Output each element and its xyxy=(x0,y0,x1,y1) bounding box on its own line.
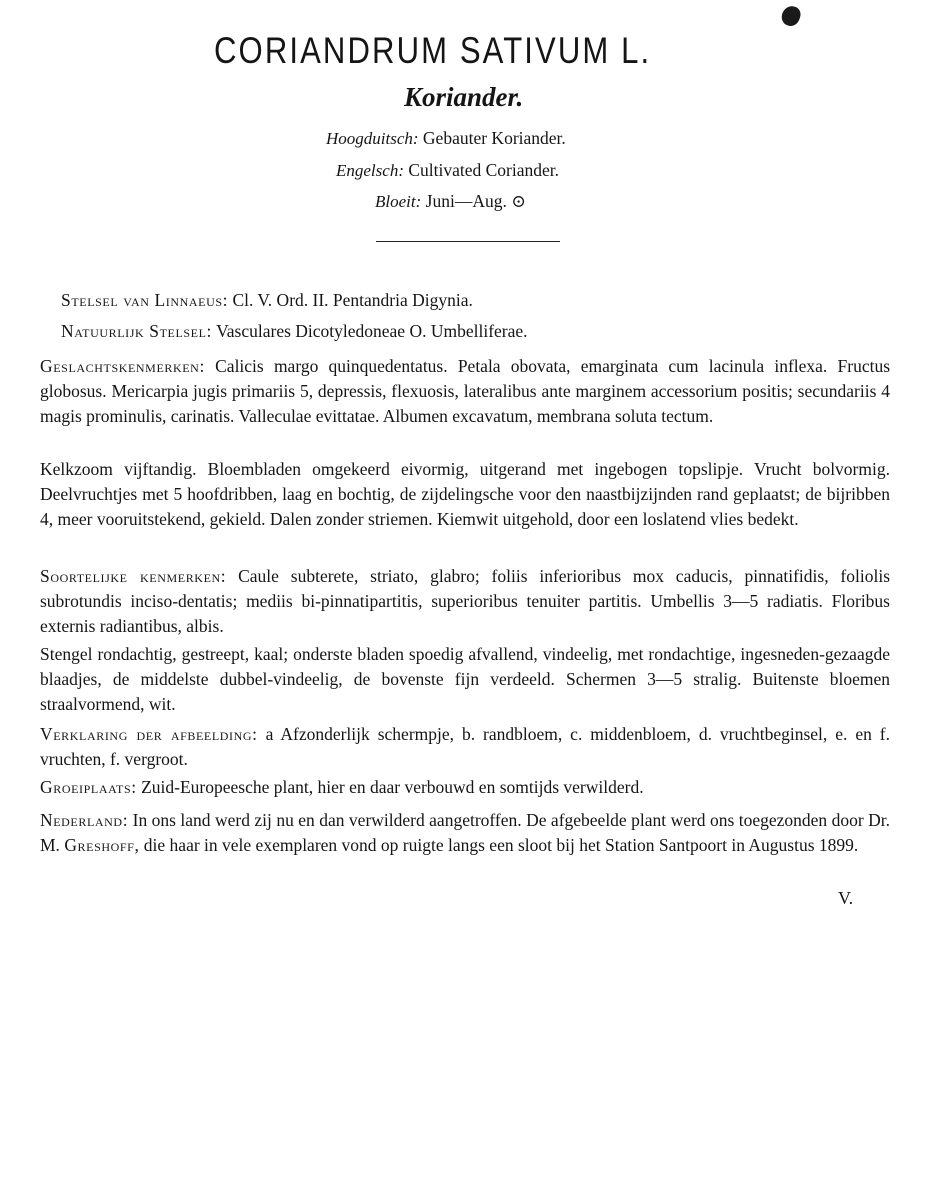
section-figure-explanation xyxy=(40,722,890,772)
section-netherlands-head: Nederland: xyxy=(40,810,129,830)
section-netherlands xyxy=(40,808,890,858)
section-genus-latin-text: Calicis margo quinquedentatus. Petala obovata, emarginata cum lacinula inflexa. Fructus globosus. Mericarpia jugis primariis 5, depressis, flexuosis, lateralibus ante marginem accessorium positis; secundariis 4 magis prominulis, carinatis. Valleculae evittatae. Albumen excavatum, membrana soluta tectum. xyxy=(40,356,891,426)
section-species-dutch xyxy=(40,642,890,717)
section-netherlands-text-before: In ons land werd zij nu en dan verwilderd aangetroffen. De afgebeelde plant werd ons toegezonden door Dr. M. xyxy=(40,810,891,855)
section-habitat xyxy=(40,775,890,800)
section-genus-dutch xyxy=(40,457,890,532)
common-name-english-label: Engelsch: xyxy=(336,161,404,180)
section-species-latin xyxy=(40,564,890,639)
section-species-latin-text: Caule subterete, striato, glabro; foliis inferioribus mox caducis, pinnatifidis, foliolis subrotundis inciso-dentatis; mediis bi-pinnatipartitis, superioribus tenuiter partitis. Umbellis 3—5 radiatis. Floribus externis radiantibus, albis. xyxy=(40,566,891,636)
page-subtitle: Koriander. xyxy=(404,82,524,112)
common-name-english-value: Cultivated Coriander. xyxy=(408,160,560,180)
flowering-period-value: Juni—Aug. ⊙ xyxy=(425,191,526,211)
section-genus-dutch-text: Kelkzoom vijftandig. Bloembladen omgekeerd eivormig, uitgerand met ingebogen topslipje. Vrucht bolvormig. Deelvruchtjes met 5 hoofdribben, laag en bochtig, de zijdelingsche voor den naastbijzijnden rand geplaatst; de bijribben 4, meer vooruitstekend, gekield. Dalen zonder striemen. Kiemwit uitgehold, door een loslatend vlies bedekt. xyxy=(40,459,890,529)
section-linnaeus xyxy=(40,288,890,313)
section-genus-latin xyxy=(40,354,890,429)
flowering-period-label: Bloeit: xyxy=(375,192,422,211)
flowering-period xyxy=(375,191,526,212)
common-name-german-label: Hoogduitsch: xyxy=(326,129,419,148)
section-habitat-head: Groeiplaats: xyxy=(40,777,137,797)
common-name-english xyxy=(336,160,559,181)
section-species-head: Soortelijke kenmerken: xyxy=(40,566,227,586)
collector-name: Greshoff, xyxy=(64,835,140,855)
page-title: CORIANDRUM SATIVUM L. xyxy=(214,30,652,71)
section-natural-system xyxy=(40,319,890,344)
divider xyxy=(376,241,560,242)
section-linnaeus-text: Cl. V. Ord. II. Pentandria Digynia. xyxy=(232,290,473,310)
section-habitat-text: Zuid-Europeesche plant, hier en daar verbouwd en somtijds verwilderd. xyxy=(141,777,644,797)
section-netherlands-text-after: die haar in vele exemplaren vond op ruigte langs een sloot bij het Station Santpoort in Augustus 1899. xyxy=(143,835,859,855)
common-name-german xyxy=(326,128,566,149)
section-linnaeus-head: Stelsel van Linnaeus: xyxy=(61,290,229,310)
section-figure-explanation-head: Verklaring der afbeelding: xyxy=(40,724,258,744)
common-name-german-value: Gebauter Koriander. xyxy=(422,128,566,148)
section-species-dutch-text: Stengel rondachtig, gestreept, kaal; onderste bladen spoedig afvallend, vindeelig, met rondachtige, ingesneden-gezaagde blaadjes, de middelste dubbel-vindeelig, de bovenste fijn verdeeld. Schermen 3—5 stralig. Buitenste bloemen straalvormend, wit. xyxy=(40,644,890,714)
section-figure-explanation-text: a Afzonderlijk schermpje, b. randbloem, c. middenbloem, d. vruchtbeginsel, e. en f. vruchten, f. vergroot. xyxy=(40,724,891,769)
section-genus-head: Geslachtskenmerken: xyxy=(40,356,205,376)
section-natural-system-text: Vasculares Dicotyledoneae O. Umbelliferae. xyxy=(216,321,528,341)
author-signature: V. xyxy=(838,888,854,908)
section-natural-system-head: Natuurlijk Stelsel: xyxy=(61,321,212,341)
ink-speck xyxy=(779,4,803,29)
